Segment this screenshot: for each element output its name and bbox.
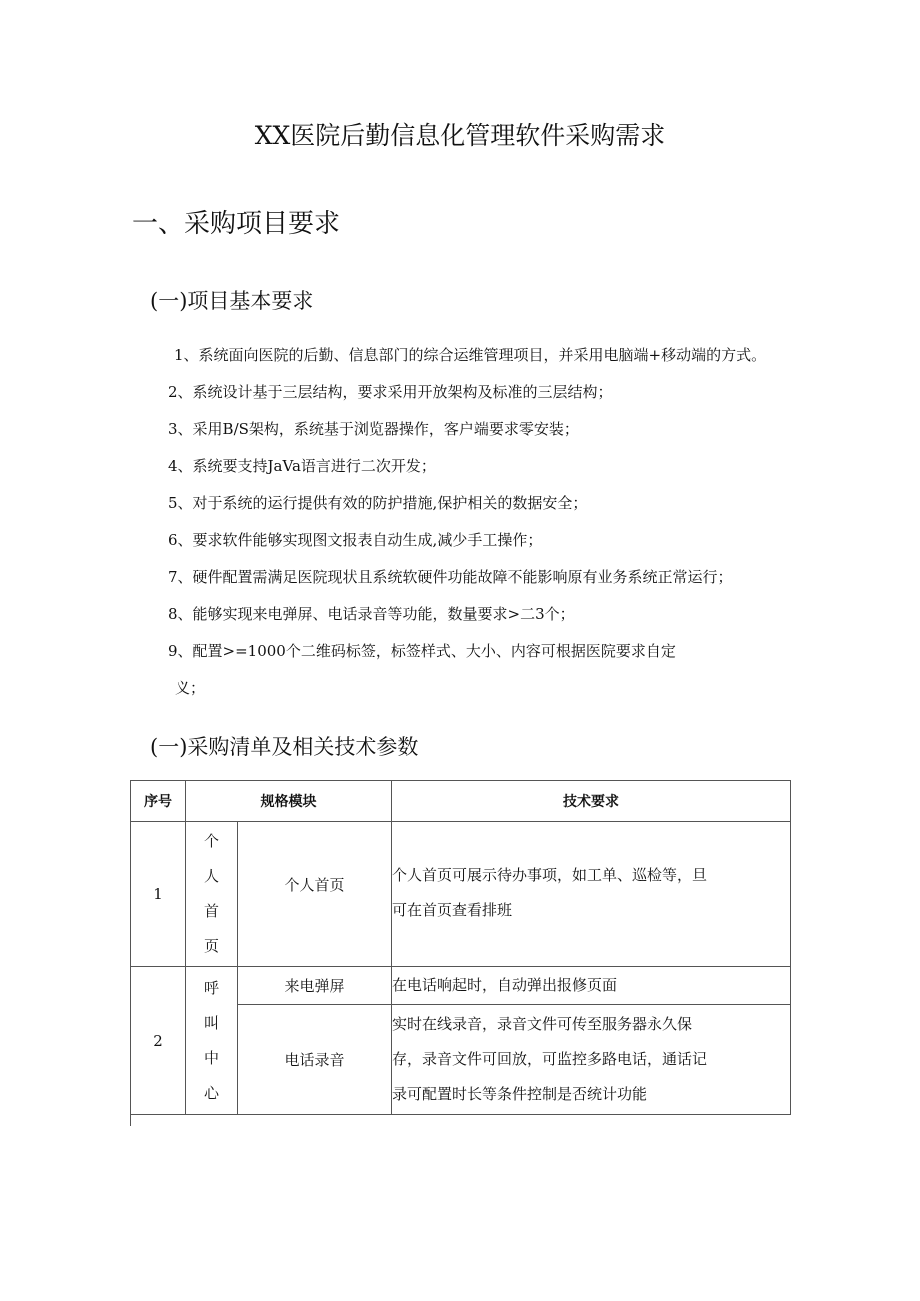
group-char: 个 bbox=[203, 832, 219, 850]
group-char: 呼 bbox=[203, 978, 219, 997]
table-header-row bbox=[131, 781, 791, 822]
requirement-item-6: 6、要求软件能够实现图文报表自动生成,减少手工操作； bbox=[168, 531, 543, 549]
header-spec-module: 规格模块 bbox=[186, 781, 392, 822]
document-title: XX医院后勤信息化管理软件采购需求 bbox=[254, 121, 666, 150]
row-serial-no: 1 bbox=[131, 822, 186, 967]
requirement-item-2: 2、系统设计基于三层结构，要求采用开放架构及标准的三层结构； bbox=[168, 383, 613, 401]
requirement-item-9: 9、配置>=1000个二维码标签，标签样式、大小、内容可根据医院要求自定 bbox=[168, 642, 676, 660]
tech-line: 实时在线录音，录音文件可传至服务器永久保 bbox=[392, 1015, 693, 1033]
group-char: 页 bbox=[203, 937, 219, 955]
tech-requirement bbox=[392, 967, 791, 1005]
tech-line: 存，录音文件可回放，可监控多路电话，通话记 bbox=[392, 1050, 708, 1068]
requirement-item-4: 4、系统要支持JaVa语言进行二次开发； bbox=[168, 457, 436, 475]
tech-line: 在电话响起时，自动弹出报修页面 bbox=[392, 976, 618, 994]
requirement-item-3: 3、采用B/S架构，系统基于浏览器操作，客户端要求零安装； bbox=[168, 420, 579, 438]
module-name: 电话录音 bbox=[238, 1005, 392, 1115]
row-serial-no: 2 bbox=[131, 967, 186, 1115]
group-char: 首 bbox=[203, 902, 219, 920]
module-name bbox=[238, 822, 392, 967]
tech-line: 个人首页可展示待办事项，如工单、巡检等，旦 bbox=[392, 866, 708, 884]
tech-line: 录可配置时长等条件控制是否统计功能 bbox=[392, 1085, 648, 1103]
group-name-vertical bbox=[186, 967, 238, 1115]
requirement-item-1: 1、系统面向医院的后勤、信息部门的综合运维管理项目，并采用电脑端+移动端的方式。 bbox=[174, 346, 767, 364]
requirement-item-5: 5、对于系统的运行提供有效的防护措施,保护相关的数据安全； bbox=[168, 494, 588, 512]
group-name-vertical bbox=[186, 822, 238, 967]
requirement-item-9-continued: 义； bbox=[175, 679, 206, 697]
group-char: 叫 bbox=[203, 1013, 219, 1032]
section-heading-procurement-requirements: 一、采购项目要求 bbox=[132, 209, 341, 239]
procurement-spec-table bbox=[130, 780, 791, 1115]
header-serial-no: 序号 bbox=[131, 781, 186, 822]
table-row bbox=[131, 822, 791, 967]
group-char: 心 bbox=[203, 1083, 219, 1102]
requirement-item-8: 8、能够实现来电弹屏、电话录音等功能，数量要求>二3个； bbox=[168, 605, 575, 623]
module-name: 来电弹屏 bbox=[238, 967, 392, 1005]
requirement-item-7: 7、硬件配置需满足医院现状且系统软硬件功能故障不能影响原有业务系统正常运行； bbox=[168, 568, 733, 586]
tech-requirement bbox=[392, 822, 791, 967]
tech-requirement bbox=[392, 1005, 791, 1115]
table-border-tail bbox=[130, 1112, 131, 1126]
subsection-heading-basic-requirements: (一)项目基本要求 bbox=[150, 289, 314, 313]
module-name-text: 个人首页 bbox=[284, 875, 345, 894]
table-row bbox=[131, 967, 791, 1005]
group-char: 中 bbox=[203, 1048, 219, 1067]
tech-line: 可在首页查看排班 bbox=[392, 901, 513, 919]
subsection-heading-procurement-list: (一)采购清单及相关技术参数 bbox=[150, 735, 419, 759]
group-char: 人 bbox=[203, 867, 219, 885]
header-tech-requirements: 技术要求 bbox=[392, 781, 791, 822]
